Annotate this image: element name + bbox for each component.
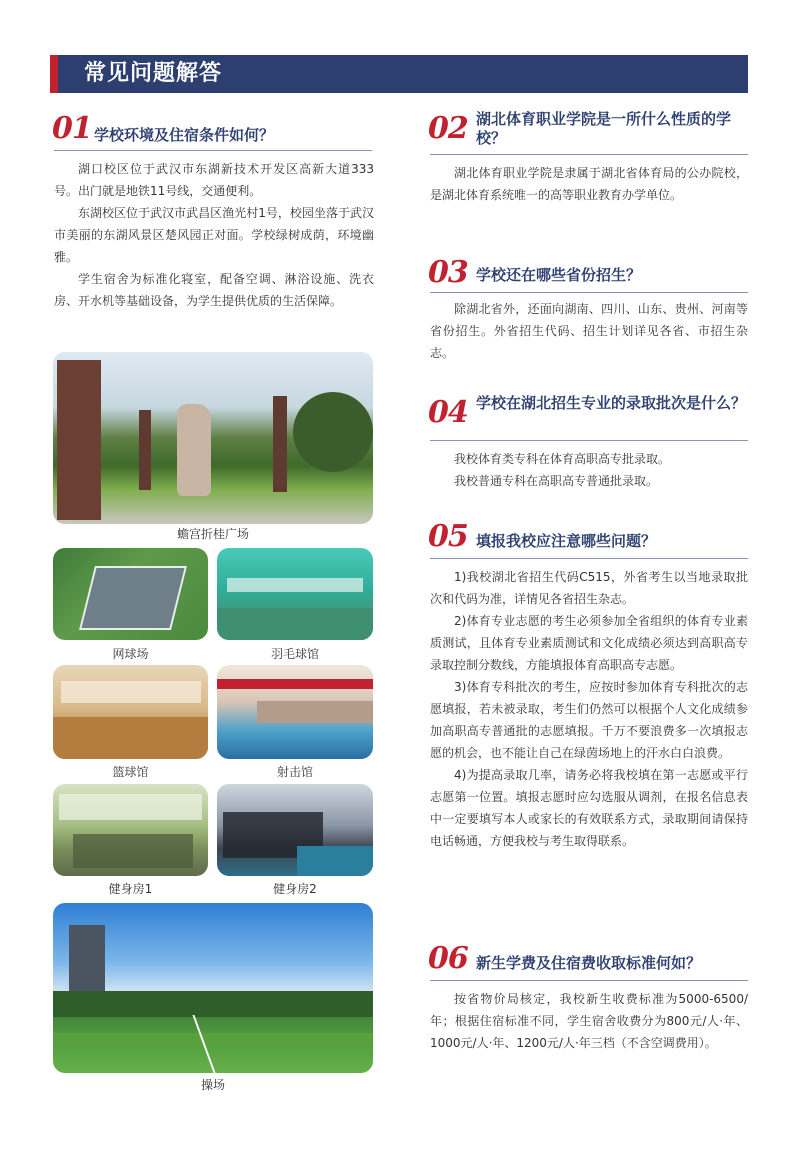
faq-number: 06 [428,941,468,976]
answer-paragraph: 3)体育专科批次的考生，应按时参加体育专科批次的志愿填报，若未被录取，考生们仍然可以根据个人文化成绩参加高职高专普通批的志愿填报。千万不要浪费多一次填报志愿的机会，也不能让自己在绿茵场地上的汗水白白浪费。 [430,680,748,760]
faq-number: 03 [428,255,468,290]
photo-caption: 蟾宫折桂广场 [176,527,249,541]
photo-shooting [217,665,373,759]
header-accent-stripe [50,55,58,93]
answer-paragraph: 我校普通专科在高职高专普通批录取。 [454,474,659,488]
lantern-pillar [139,410,151,490]
photo-caption: 羽毛球馆 [270,647,319,661]
faq-number: 02 [428,111,468,146]
divider [430,154,748,155]
faq-question: 学校环境及住宿条件如何？ [94,126,275,144]
photo-caption: 健身房2 [273,882,317,896]
field-stripe [53,1033,373,1045]
faq-question: 湖北体育职业学院是一所什么性质的学校？ [476,110,732,147]
faq-item-06 [428,942,750,1082]
faq-item-04 [428,394,750,494]
photo-caption: 健身房1 [108,882,153,896]
faq-answer [430,298,748,364]
answer-paragraph: 1)我校湖北省招生代码C515，外省考生以当地录取批次和代码为准，详情见各省招生杂志。 [430,570,748,606]
faq-answer [54,158,374,312]
answer-paragraph: 除湖北省外，还面向湖南、四川、山东、贵州、河南等省份招生。外省招生代码、招生计划详见各省、市招生杂志。 [430,302,748,360]
tower-building [69,925,105,1001]
window-row [61,681,201,703]
answer-paragraph: 东湖校区位于武汉市武昌区渔光村1号，校园坐落于武汉市美丽的东湖风景区楚风园正对面。学校绿树成荫，环境幽雅。 [54,206,374,264]
faq-item-01 [52,112,378,344]
photo-plaza [53,352,373,524]
faq-answer [430,988,748,1054]
photo-caption: 篮球馆 [112,765,149,779]
faq-item-05 [428,520,750,930]
photo-caption: 射击馆 [276,765,313,779]
tennis-court [79,566,187,630]
lantern-pillar [273,396,287,492]
red-banner [217,679,373,689]
faq-number: 01 [52,111,92,146]
divider [54,150,372,151]
gym-equipment [73,834,193,868]
faq-question: 填报我校应注意哪些问题？ [476,532,657,550]
photo-caption: 操场 [200,1078,225,1092]
floor-strip [297,846,373,876]
faq-answer [430,448,748,492]
faq-question: 学校还在哪些省份招生？ [476,266,642,284]
divider [430,292,748,293]
window-row [59,794,202,820]
window-row [227,578,363,592]
answer-paragraph: 湖口校区位于武汉市东湖新技术开发区高新大道333号。出门就是地铁11号线，交通便利。 [54,162,374,198]
divider [430,440,748,441]
lantern-pillar [57,360,101,520]
faq-number: 04 [428,395,468,430]
faq-item-02 [428,108,750,248]
answer-paragraph: 我校体育类专科在体育高职高专批录取。 [454,452,671,466]
answer-paragraph: 湖北体育职业学院是隶属于湖北省体育局的公办院校，是湖北体育系统唯一的高等职业教育办学单位。 [430,166,748,202]
section-header-bar [50,55,748,93]
faq-answer [430,566,748,852]
photo-badminton [217,548,373,640]
divider [430,980,748,981]
answer-paragraph: 4)为提高录取几率，请务必将我校填在第一志愿或平行志愿第一位置。填报志愿时应勾选服从调剂，在报名信息表中一定要填写本人或家长的有效联系方式，录取期间请保持电话畅通，方便我校与考生取得联系。 [430,768,748,848]
court-floor [53,717,208,759]
tree-cluster [293,392,373,472]
answer-paragraph: 学生宿舍为标准化寝室，配备空调、淋浴设施、洗衣房、开水机等基础设备，为学生提供优质的生活保障。 [54,272,374,308]
tree-line [53,991,373,1017]
page-title: 常见问题解答 [84,61,223,86]
photo-tennis [53,548,208,640]
photo-gym2 [217,784,373,876]
divider [430,558,748,559]
shooting-lanes [257,701,373,723]
faq-item-03 [428,256,750,368]
photo-field [53,903,373,1073]
photo-caption: 网球场 [112,647,149,661]
faq-question: 新生学费及住宿费收取标准何如？ [476,954,702,972]
stone-monument [177,404,211,496]
faq-number: 05 [428,519,468,554]
faq-question: 学校在湖北招生专业的录取批次是什么？ [476,394,747,412]
hall-floor [217,608,373,640]
faq-answer [430,162,748,206]
answer-paragraph: 2)体育专业志愿的考生必须参加全省组织的体育专业素质测试，且体育专业素质测试和文化成绩必须达到高职高专录取控制分数线，方能填报体育高职高专志愿。 [430,614,748,672]
photo-gym1 [53,784,208,876]
answer-paragraph: 按省物价局核定，我校新生收费标准为5000-6500/年；根据住宿标准不同，学生宿舍收费分为800元/人·年、1000元/人·年、1200元/人·年三档（不含空调费用）。 [430,992,748,1050]
photo-basketball [53,665,208,759]
